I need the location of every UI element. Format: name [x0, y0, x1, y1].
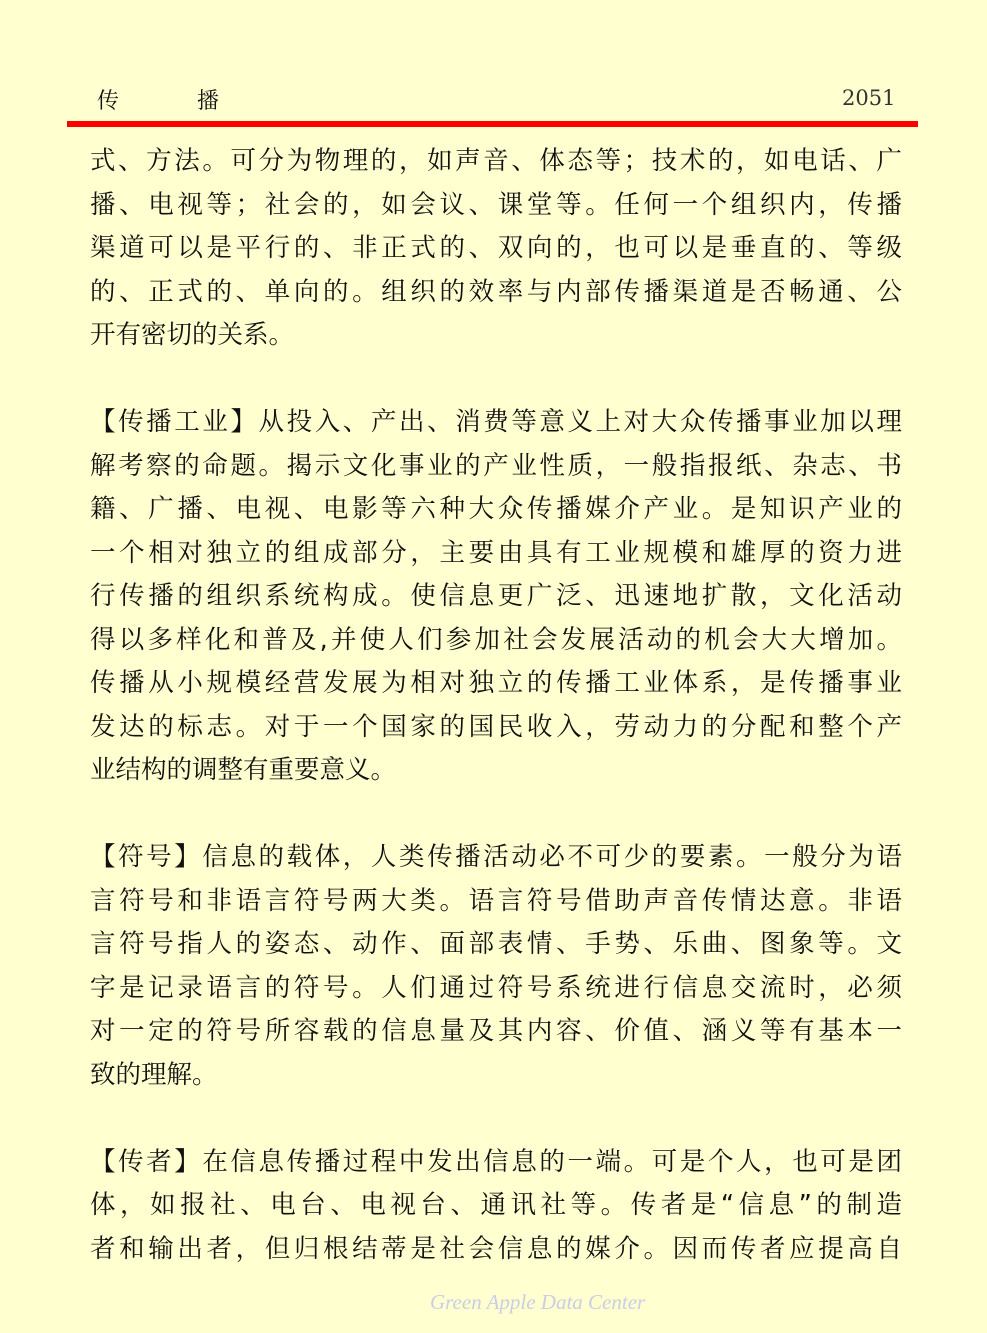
text-line: 开有密切的关系。	[90, 320, 295, 350]
text-line: 言符号和非语言符号两大类。语言符号借助声音传情达意。非语	[90, 885, 902, 916]
text-line: 字是记录语言的符号。人们通过符号系统进行信息交流时，必须	[90, 972, 902, 1003]
header-rule	[67, 121, 918, 127]
text-line: 致的理解。	[90, 1059, 218, 1090]
text-line: 一个相对独立的组成部分，主要由具有工业规模和雄厚的资力进	[90, 537, 902, 568]
page-body	[90, 140, 902, 1315]
text-line: 行传播的组织系统构成。使信息更广泛、迅速地扩散，文化活动	[90, 581, 902, 611]
text-line: 者和输出者，但归根结蒂是社会信息的媒介。因而传者应提高自	[90, 1233, 902, 1264]
running-header-title-left: 传	[97, 89, 120, 114]
text-line: 对一定的符号所容载的信息量及其内容、价值、涵义等有基本一	[90, 1016, 902, 1046]
text-line: 传播从小规模经营发展为相对独立的传播工业体系，是传播事业	[90, 668, 902, 698]
text-line: 【传者】在信息传播过程中发出信息的一端。可是个人，也可是团	[90, 1146, 902, 1177]
running-header-title-right: 播	[197, 89, 220, 114]
watermark: Green Apple Data Center	[430, 1290, 646, 1314]
text-line: 【符号】信息的载体，人类传播活动必不可少的要素。一般分为语	[90, 842, 902, 872]
text-line: 业结构的调整有重要意义。	[90, 755, 397, 785]
text-line: 言符号指人的姿态、动作、面部表情、手势、乐曲、图象等。文	[90, 929, 902, 959]
paragraph	[90, 401, 902, 793]
text-line: 【传播工业】从投入、产出、消费等意义上对大众传播事业加以理	[90, 407, 902, 437]
text-line: 籍、广播、电视、电影等六种大众传播媒介产业。是知识产业的	[90, 494, 902, 524]
paragraph	[90, 140, 902, 358]
text-line: 的、正式的、单向的。组织的效率与内部传播渠道是否畅通、公	[90, 276, 902, 307]
text-line: 得以多样化和普及,并使人们参加社会发展活动的机会大大增加。	[90, 624, 902, 655]
text-line: 播、电视等；社会的，如会议、课堂等。任何一个组织内，传播	[90, 189, 902, 220]
text-line: 发达的标志。对于一个国家的国民收入，劳动力的分配和整个产	[90, 711, 902, 742]
page-number: 2051	[842, 86, 896, 110]
text-line: 式、方法。可分为物理的，如声音、体态等；技术的，如电话、广	[90, 146, 902, 176]
paragraph	[90, 1141, 902, 1272]
text-line: 体，如报社、电台、电视台、通讯社等。传者是“信息”的制造	[90, 1190, 902, 1220]
paragraph	[90, 836, 902, 1097]
text-line: 解考察的命题。揭示文化事业的产业性质，一般指报纸、杂志、书	[90, 450, 902, 481]
text-line: 渠道可以是平行的、非正式的、双向的，也可以是垂直的、等级	[90, 233, 902, 263]
